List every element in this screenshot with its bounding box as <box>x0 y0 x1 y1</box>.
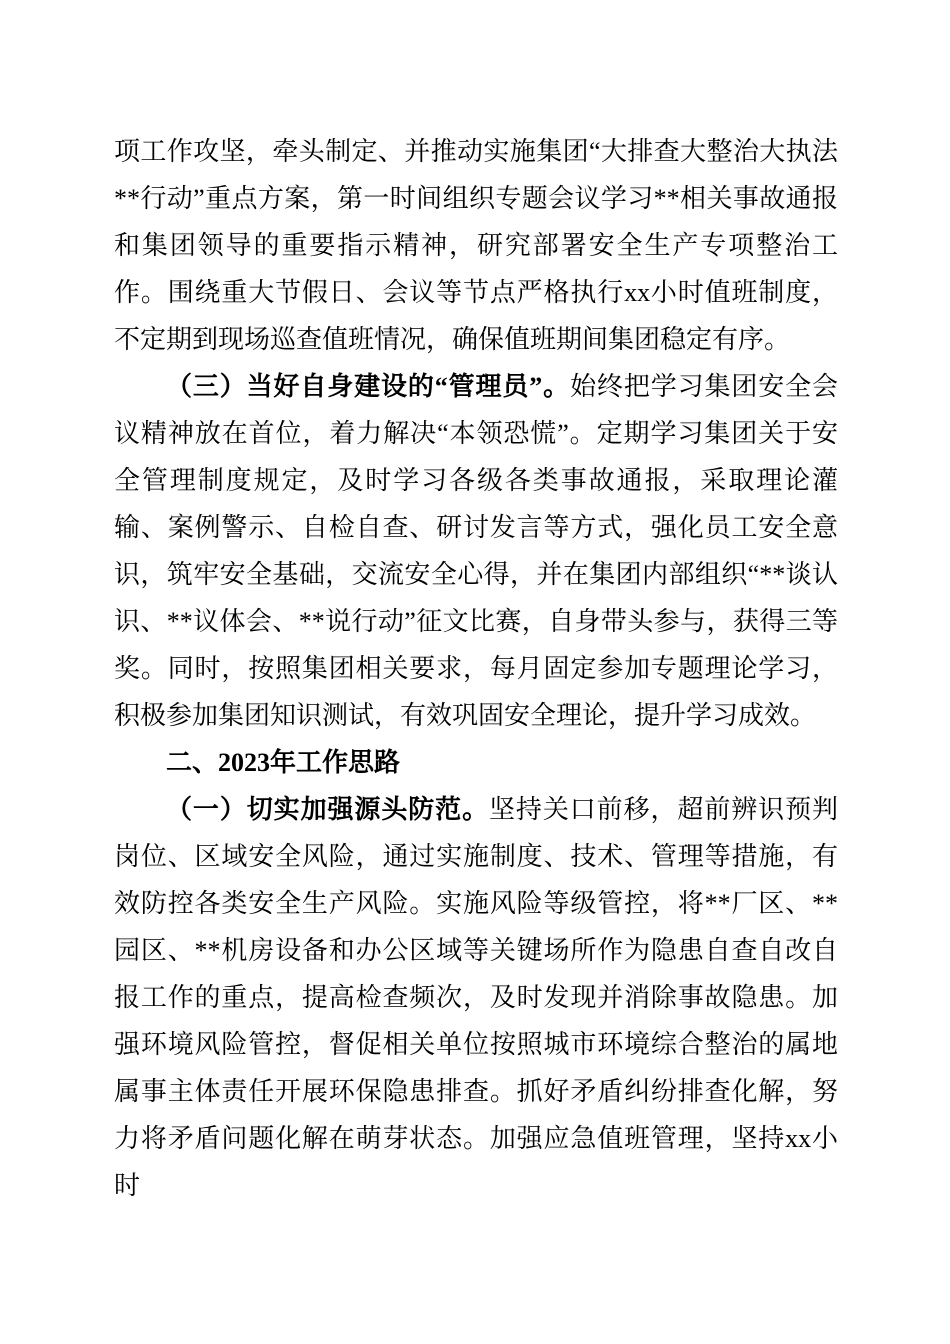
paragraph-text: 坚持关口前移，超前辨识预判岗位、区域安全风险，通过实施制度、技术、管理等措施，有效防控各类安全生产风险。实施风险等级管控，将**厂区、**园区、**机房设备和办公区域等关键场所作为隐患自查自改自报工作的重点，提高检查频次，及时发现并消除事故隐患。加强环境风险管控，督促相关单位按照城市环境综合整治的属地属事主体责任开展环保隐患排查。抓好矛盾纠纷排查化解，努力将矛盾问题化解在萌芽状态。加强应急值班管理，坚持xx小时 <box>114 795 838 1200</box>
heading-text: 二、2023年工作思路 <box>166 748 401 777</box>
paragraph-lead: （一）切实加强源头防范。 <box>166 795 489 824</box>
paragraph-section-three <box>114 363 838 739</box>
paragraph-lead: （三）当好自身建设的“管理员”。 <box>166 372 571 401</box>
section-heading <box>114 739 838 786</box>
paragraph-continuation <box>114 128 838 363</box>
paragraph-text: 始终把学习集团安全会议精神放在首位，着力解决“本领恐慌”。定期学习集团关于安全管理制度规定，及时学习各级各类事故通报，采取理论灌输、案例警示、自检自查、研讨发言等方式，强化员工安全意识，筑牢安全基础，交流安全心得，并在集团内部组织“**谈认识、**议体会、**说行动”征文比赛，自身带头参与，获得三等奖。同时，按照集团相关要求，每月固定参加专题理论学习，积极参加集团知识测试，有效巩固安全理论，提升学习成效。 <box>114 372 838 730</box>
paragraph-section-one <box>114 786 838 1209</box>
paragraph-text: 项工作攻坚，牵头制定、并推动实施集团“大排查大整治大执法**行动”重点方案，第一时间组织专题会议学习**相关事故通报和集团领导的重要指示精神，研究部署安全生产专项整治工作。围绕重大节假日、会议等节点严格执行xx小时值班制度，不定期到现场巡查值班情况，确保值班期间集团稳定有序。 <box>114 137 838 354</box>
